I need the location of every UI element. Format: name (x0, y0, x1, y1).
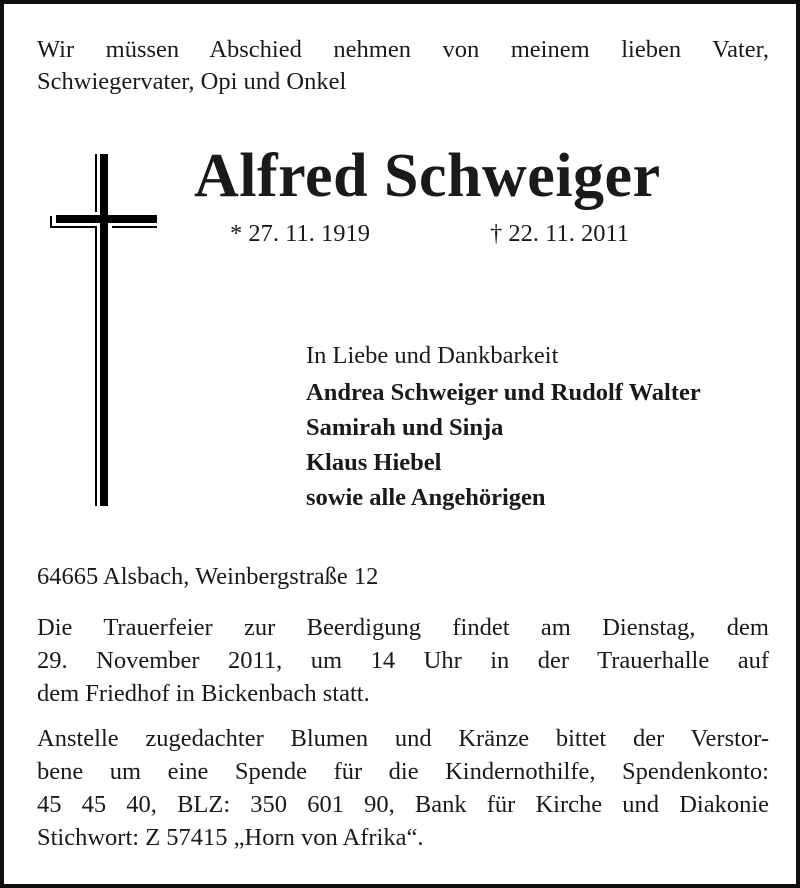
ceremony-line: dem Friedhof in Bickenbach statt. (37, 680, 370, 707)
donation-line: Anstelle zugedachter Blumen und Kränze bittet der Verstor- (37, 725, 769, 752)
ceremony-line: 29. November 2011, um 14 Uhr in der Trauerhalle auf (37, 647, 769, 674)
mourner: Andrea Schweiger und Rudolf Walter (306, 379, 701, 406)
mourner: sowie alle Angehörigen (306, 484, 546, 511)
address: 64665 Alsbach, Weinbergstraße 12 (37, 563, 379, 590)
intro-line: Wir müssen Abschied nehmen von meinem lieben Vater, (37, 36, 769, 63)
mourner: Klaus Hiebel (306, 449, 442, 476)
intro-line: Schwiegervater, Opi und Onkel (37, 68, 347, 95)
donation-line: 45 45 40, BLZ: 350 601 90, Bank für Kirche und Diakonie (37, 791, 769, 818)
donation-line: Stichwort: Z 57415 „Horn von Afrika“. (37, 824, 424, 851)
closing-text: In Liebe und Dankbarkeit (306, 342, 559, 369)
donation-line: bene um eine Spende für die Kindernothilfe, Spendenkonto: (37, 758, 769, 785)
mourner: Samirah und Sinja (306, 414, 504, 441)
death-date: † 22. 11. 2011 (490, 220, 630, 247)
birth-date: * 27. 11. 1919 (230, 220, 370, 247)
ceremony-line: Die Trauerfeier zur Beerdigung findet am Dienstag, dem (37, 614, 769, 641)
deceased-name: Alfred Schweiger (194, 142, 661, 210)
